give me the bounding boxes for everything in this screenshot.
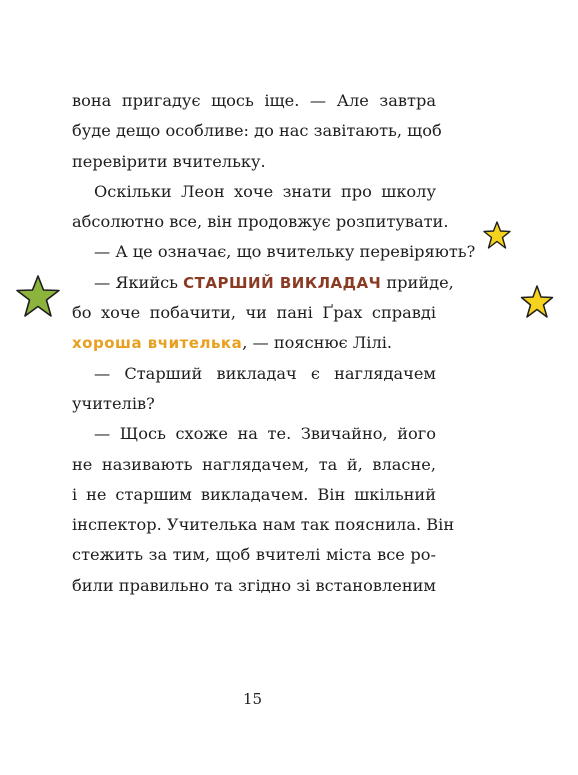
yellow-star-large-icon bbox=[519, 284, 555, 320]
text-line: абсолютно все, він продовжує розпитувати. bbox=[72, 212, 449, 232]
text-line: не називають наглядачем, та й, власне, bbox=[72, 454, 436, 474]
text-line: перевірити вчительку. bbox=[72, 151, 266, 171]
highlight-senior-teacher: СТАРШИЙ ВИКЛАДАЧ bbox=[183, 273, 382, 292]
text-line: учителів? bbox=[72, 393, 155, 413]
text-line: буде дещо особливе: до нас завітають, щоб bbox=[72, 121, 442, 141]
text-line: бо хоче побачити, чи пані Ґрах справді bbox=[72, 303, 436, 323]
green-star-icon bbox=[15, 274, 61, 318]
text-line: стежить за тим, щоб вчителі міста все ро- bbox=[72, 545, 436, 565]
text-line: вона пригадує щось іще. — Але завтра bbox=[72, 91, 436, 110]
text-line: хороша вчителька, — пояснює Лілі. bbox=[72, 333, 393, 353]
page-number: 15 bbox=[242, 690, 263, 708]
text-line: Оскільки Леон хоче знати про школу bbox=[94, 181, 436, 201]
text-line: — Старший викладач є наглядачем bbox=[94, 363, 436, 383]
yellow-star-small-icon bbox=[482, 220, 512, 250]
highlight-good-teacher: хороша вчителька bbox=[72, 334, 243, 353]
text-line: — А це означає, що вчительку перевіряють? bbox=[94, 242, 476, 262]
text-line: і не старшим викладачем. Він шкільний bbox=[72, 484, 436, 504]
text-line: — Якийсь СТАРШИЙ ВИКЛАДАЧ прийде, bbox=[94, 272, 454, 292]
body-text bbox=[72, 86, 476, 601]
text-line: били правильно та згідно зі встановленим bbox=[72, 575, 436, 595]
text-line: інспектор. Учителька нам так пояснила. Він bbox=[72, 515, 455, 535]
text-line: — Щось схоже на те. Звичайно, його bbox=[94, 424, 436, 444]
